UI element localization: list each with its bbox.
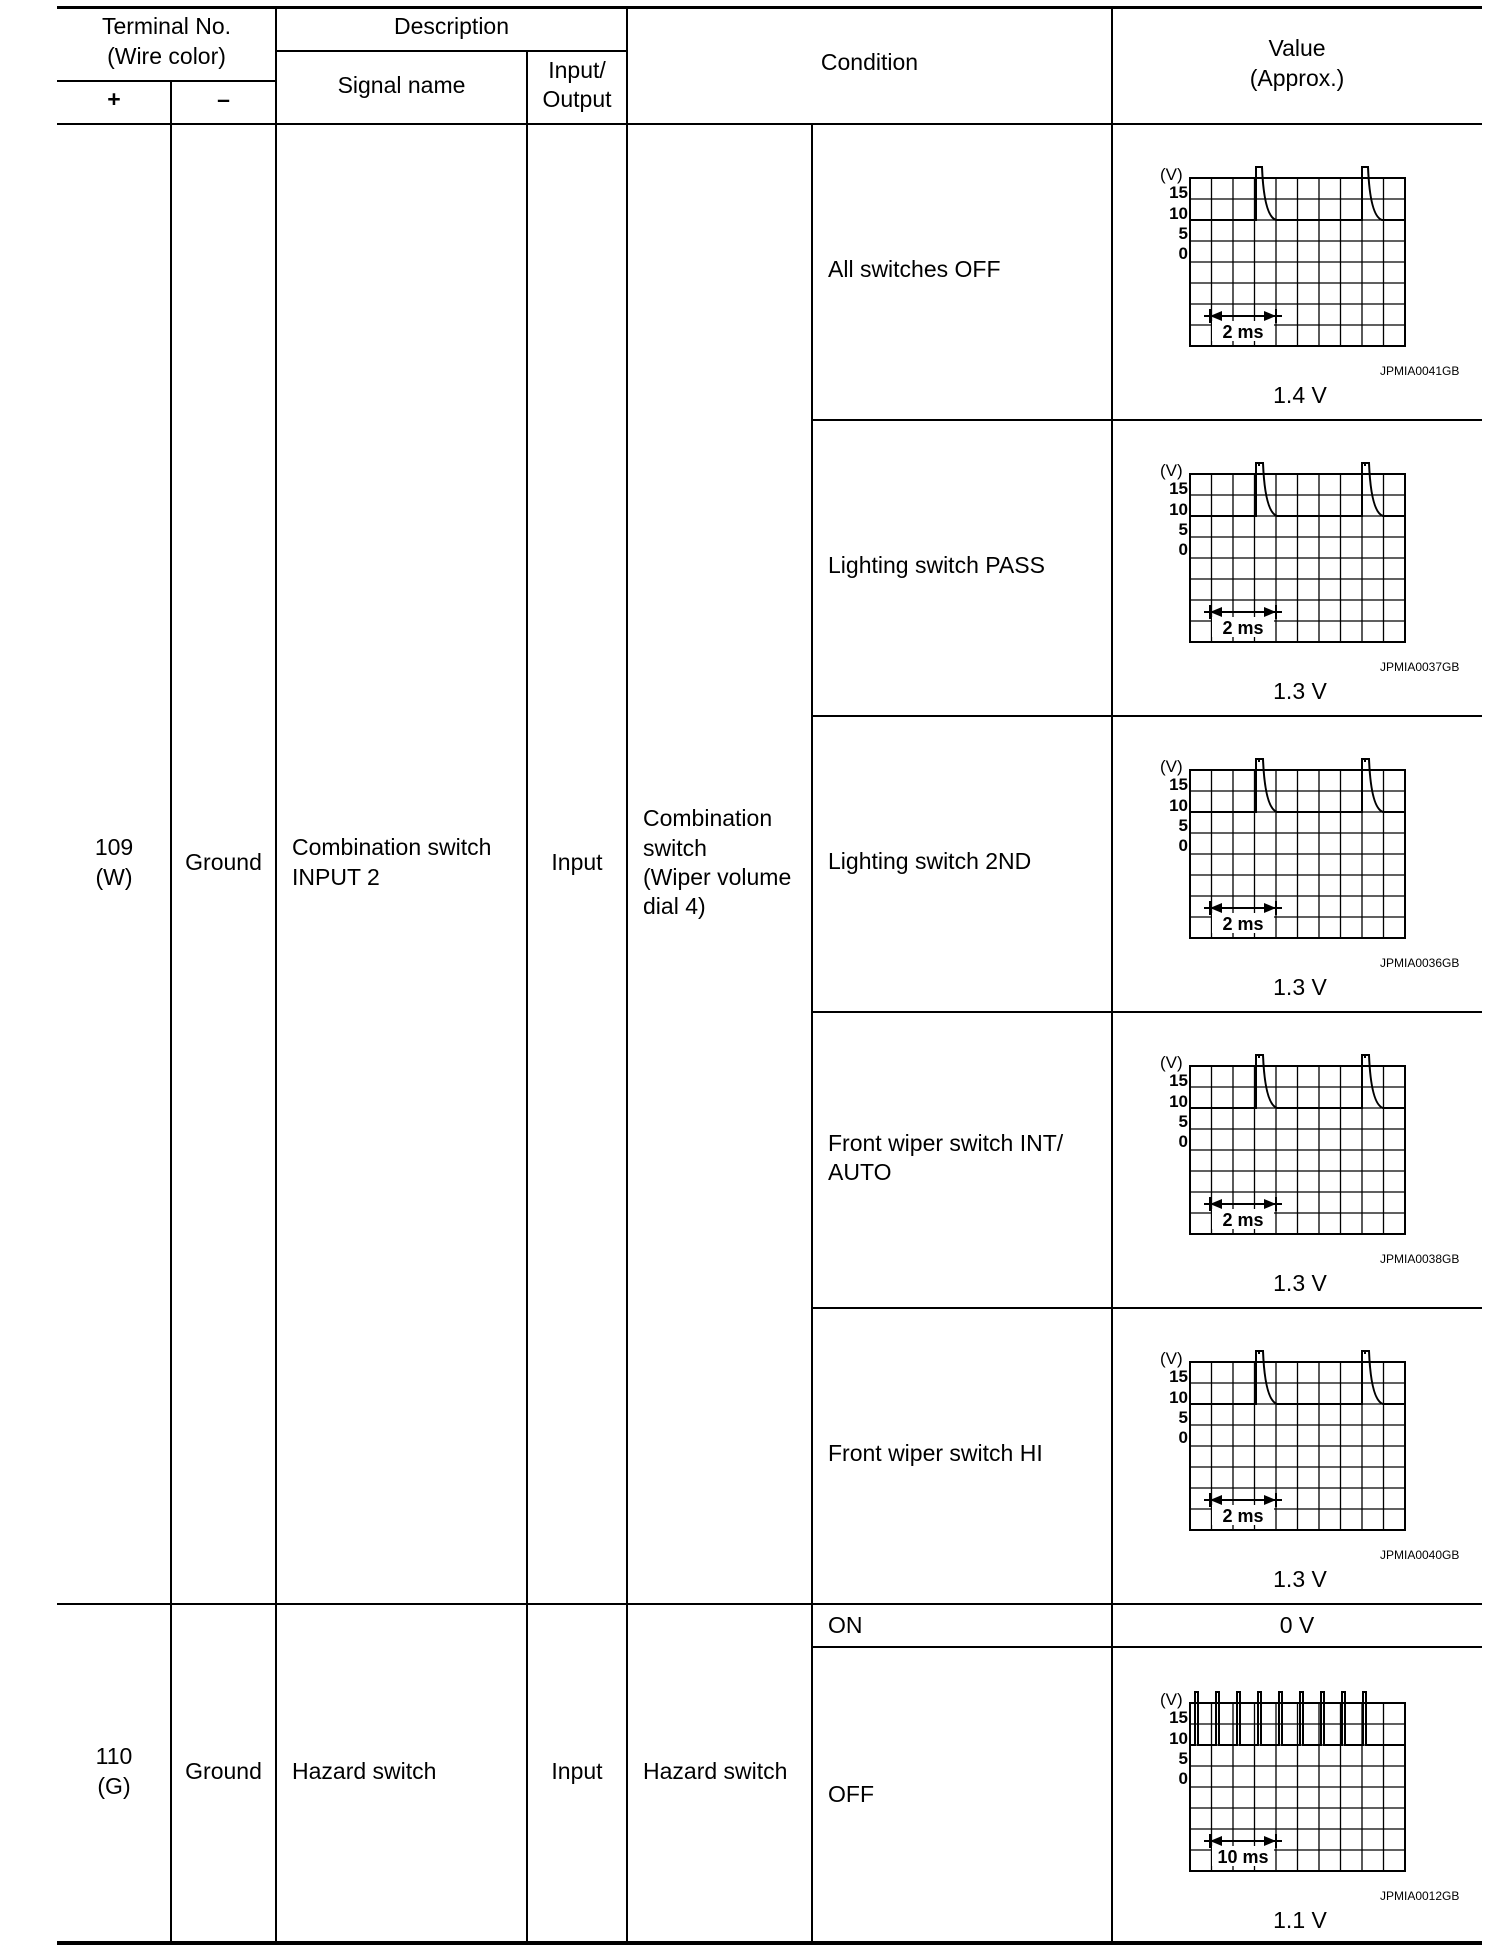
value-reading: 1.4 V (1273, 382, 1327, 408)
time-scale-label: 10 ms (1217, 1847, 1269, 1867)
axis-tick-label: 10 (1169, 204, 1188, 223)
figure-code: JPMIA0037GB (1380, 660, 1460, 674)
row109-condition-1: Combination (643, 805, 773, 831)
rule-state-1 (812, 419, 1482, 421)
state-label-all-off: All switches OFF (828, 256, 1001, 282)
state-label-int-auto-1: Front wiper switch INT/ (828, 1130, 1064, 1156)
rule-on-off (812, 1646, 1482, 1648)
axis-unit-label: (V) (1160, 1053, 1183, 1072)
scope-2nd (1160, 757, 1410, 940)
row110-io: Input (551, 1758, 603, 1784)
oscilloscope-graph (1160, 1349, 1410, 1532)
axis-tick-label: 10 (1169, 796, 1188, 815)
axis-tick-label: 5 (1178, 1408, 1188, 1427)
state-label-int-auto-2: AUTO (828, 1159, 892, 1185)
row109-signal-2: INPUT 2 (292, 864, 380, 890)
col-line-condition (626, 8, 628, 1943)
axis-tick-label: 10 (1169, 500, 1188, 519)
rule-state-4 (812, 1307, 1482, 1309)
col-line-minus (170, 81, 172, 1943)
header-terminal-no: Terminal No. (101, 13, 232, 39)
col-line-value (1111, 8, 1113, 1943)
row109-terminal: 109 (94, 834, 134, 860)
row109-wire: (W) (95, 864, 133, 890)
value-reading: 1.3 V (1273, 1566, 1327, 1592)
axis-tick-label: 15 (1169, 183, 1188, 202)
axis-tick-label: 0 (1178, 244, 1188, 263)
time-scale-label: 2 ms (1222, 1506, 1264, 1526)
header-wire-color: (Wire color) (107, 43, 226, 69)
oscilloscope-graph (1160, 461, 1410, 644)
value-reading: 1.3 V (1273, 1270, 1327, 1296)
axis-tick-label: 15 (1169, 1708, 1188, 1727)
row109-signal-1: Combination switch (292, 834, 492, 860)
figure-code: JPMIA0038GB (1380, 1252, 1460, 1266)
row110-wire: (G) (97, 1773, 131, 1799)
axis-tick-label: 10 (1169, 1388, 1188, 1407)
header-input-output-2: Output (542, 86, 612, 112)
row109-io: Input (551, 849, 603, 875)
row110-signal: Hazard switch (292, 1758, 437, 1784)
state-label-hi: Front wiper switch HI (828, 1440, 1043, 1466)
axis-tick-label: 5 (1178, 1112, 1188, 1131)
header-condition: Condition (820, 49, 919, 75)
axis-unit-label: (V) (1160, 757, 1183, 776)
time-scale-label: 2 ms (1222, 618, 1264, 638)
scope-all-off (1160, 165, 1410, 348)
rule-state-3 (812, 1011, 1482, 1013)
axis-tick-label: 10 (1169, 1729, 1188, 1748)
oscilloscope-graph (1160, 1690, 1410, 1873)
axis-tick-label: 0 (1178, 1769, 1188, 1788)
oscilloscope-graph (1160, 165, 1410, 348)
rule-header-bottom (57, 123, 1482, 125)
rule-bottom (57, 1941, 1482, 1945)
row109-condition-3: (Wiper volume (643, 864, 792, 890)
axis-tick-label: 0 (1178, 1428, 1188, 1447)
scope-pass (1160, 461, 1410, 644)
axis-tick-label: 5 (1178, 520, 1188, 539)
col-line-io (526, 50, 528, 1943)
row109-condition-2: switch (643, 835, 707, 861)
rule-top (57, 6, 1482, 9)
axis-tick-label: 0 (1178, 1132, 1188, 1151)
header-plus: + (107, 86, 121, 112)
axis-tick-label: 15 (1169, 1071, 1188, 1090)
scope-hi (1160, 1349, 1410, 1532)
header-value-2: (Approx.) (1249, 65, 1345, 91)
state-label-2nd: Lighting switch 2ND (828, 848, 1032, 874)
axis-tick-label: 10 (1169, 1092, 1188, 1111)
axis-tick-label: 5 (1178, 1749, 1188, 1768)
row110-minus: Ground (185, 1758, 262, 1784)
time-scale-label: 2 ms (1222, 914, 1264, 934)
axis-unit-label: (V) (1160, 1690, 1183, 1709)
value-on: 0 V (1279, 1612, 1315, 1638)
header-minus: – (217, 86, 230, 112)
col-line-state (811, 123, 813, 1943)
figure-code: JPMIA0041GB (1380, 364, 1460, 378)
col-line-signal (275, 8, 277, 1943)
row109-condition-4: dial 4) (643, 893, 706, 919)
axis-tick-label: 5 (1178, 816, 1188, 835)
header-signal-name: Signal name (337, 72, 466, 98)
axis-unit-label: (V) (1160, 1349, 1183, 1368)
scope-hazard-off (1160, 1690, 1410, 1873)
header-input-output-1: Input/ (548, 57, 606, 83)
axis-tick-label: 15 (1169, 479, 1188, 498)
time-scale-label: 2 ms (1222, 322, 1264, 342)
axis-tick-label: 0 (1178, 540, 1188, 559)
axis-unit-label: (V) (1160, 165, 1183, 184)
figure-code: JPMIA0036GB (1380, 956, 1460, 970)
value-reading: 1.3 V (1273, 678, 1327, 704)
axis-unit-label: (V) (1160, 461, 1183, 480)
header-description: Description (393, 13, 510, 39)
state-label-on: ON (828, 1612, 863, 1638)
scope-int-auto (1160, 1053, 1410, 1236)
time-scale-label: 2 ms (1222, 1210, 1264, 1230)
oscilloscope-graph (1160, 1053, 1410, 1236)
value-reading: 1.1 V (1273, 1907, 1327, 1933)
oscilloscope-graph (1160, 757, 1410, 940)
rule-terminal (57, 80, 276, 82)
axis-tick-label: 15 (1169, 775, 1188, 794)
axis-tick-label: 15 (1169, 1367, 1188, 1386)
row109-minus: Ground (185, 849, 262, 875)
state-label-pass: Lighting switch PASS (828, 552, 1045, 578)
rule-desc (276, 50, 627, 52)
value-reading: 1.3 V (1273, 974, 1327, 1000)
state-label-off: OFF (828, 1781, 874, 1807)
axis-tick-label: 5 (1178, 224, 1188, 243)
axis-tick-label: 0 (1178, 836, 1188, 855)
figure-code: JPMIA0012GB (1380, 1889, 1460, 1903)
row110-condition: Hazard switch (643, 1758, 788, 1784)
rule-row-110 (57, 1603, 1482, 1605)
figure-code: JPMIA0040GB (1380, 1548, 1460, 1562)
header-value-1: Value (1268, 35, 1326, 61)
row110-terminal: 110 (95, 1743, 133, 1769)
rule-state-2 (812, 715, 1482, 717)
